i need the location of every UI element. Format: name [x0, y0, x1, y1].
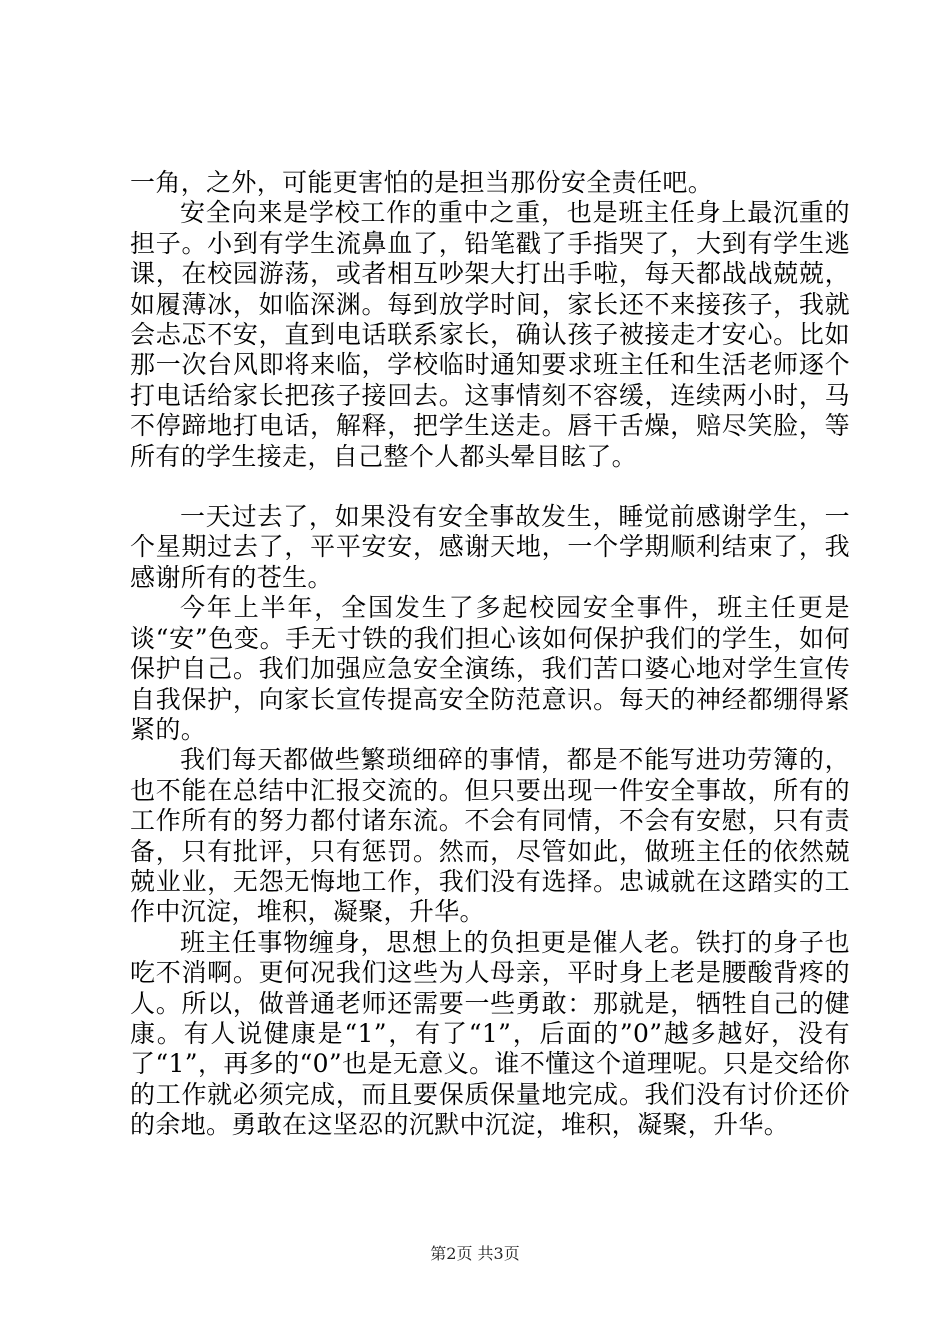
document-body: [130, 168, 850, 1141]
paragraph-campus-incidents: 今年上半年，全国发生了多起校园安全事件，班主任更是谈“安”色变。手无寸铁的我们担心该如何保护我们的学生，如何保护自己。我们加强应急安全演练，我们苦口婆心地对学生宣传自我保护，向家长宣传提高安全防范意识。每天的神经都绷得紧紧的。: [130, 593, 850, 744]
page-footer: 第2页 共3页: [430, 1244, 520, 1263]
paragraph-continuation: 一角，之外，可能更害怕的是担当那份安全责任吧。: [130, 168, 714, 197]
paragraph-gratitude: 一天过去了，如果没有安全事故发生，睡觉前感谢学生，一个星期过去了，平平安安，感谢天地，一个学期顺利结束了，我感谢所有的苍生。: [130, 502, 850, 592]
paragraph-health: 班主任事物缠身，思想上的负担更是催人老。铁打的身子也吃不消啊。更何况我们这些为人母亲，平时身上老是腰酸背疼的人。所以，做普通老师还需要一些勇敢：那就是，牺牲自己的健康。有人说健康是“1”，有了“1”，后面的”0”越多越好，没有了“1”，再多的“0”也是无意义。谁不懂这个道理呢。只是交给你的工作就必须完成，而且要保质保量地完成。我们没有讨价还价的余地。勇敢在这坚忍的沉默中沉淀，堆积，凝聚，升华。: [130, 927, 850, 1140]
paragraph-safety-burden: 安全向来是学校工作的重中之重，也是班主任身上最沉重的担子。小到有学生流鼻血了，铅笔戳了手指哭了，大到有学生逃课，在校园游荡，或者相互吵架大打出手啦，每天都战战兢兢，如履薄冰，如临深渊。每到放学时间，家长还不来接孩子，我就会忐忑不安，直到电话联系家长，确认孩子被接走才安心。比如那一次台风即将来临，学校临时通知要求班主任和生活老师逐个打电话给家长把孩子接回去。这事情刻不容缓，连续两小时，马不停蹄地打电话，解释，把学生送走。唇干舌燥，赔尽笑脸，等所有的学生接走，自己整个人都头晕目眩了。: [130, 198, 850, 471]
paragraph-daily-work: 我们每天都做些繁琐细碎的事情，都是不能写进功劳簿的，也不能在总结中汇报交流的。但只要出现一件安全事故，所有的工作所有的努力都付诸东流。不会有同情，不会有安慰，只有责备，只有批评，只有惩罚。然而，尽管如此，做班主任的依然兢兢业业，无怨无悔地工作，我们没有选择。忠诚就在这踏实的工作中沉淀，堆积，凝聚，升华。: [130, 745, 850, 927]
paragraph-gap: [130, 472, 850, 502]
